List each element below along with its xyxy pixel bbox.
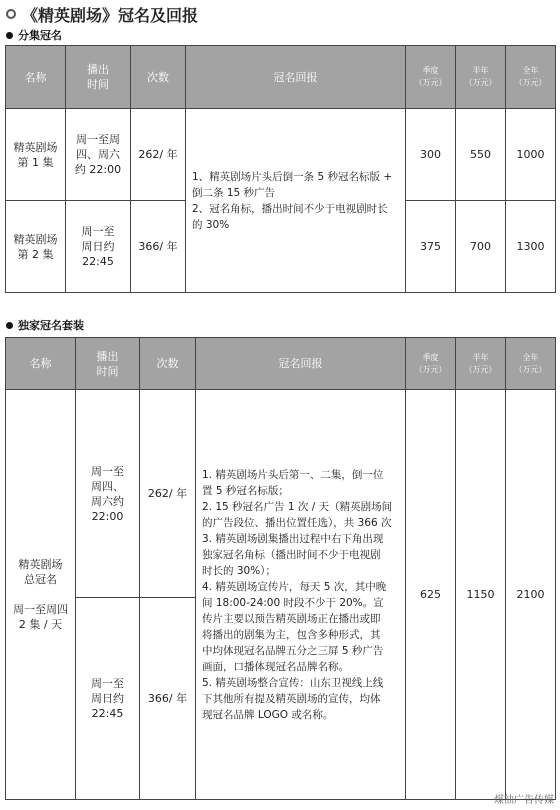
text-line: 名称 bbox=[24, 70, 47, 84]
text-line: 总冠名 bbox=[24, 573, 57, 586]
text-line: 倒二条 15 秒广告 bbox=[192, 186, 276, 199]
text-line: 冠名回报 bbox=[273, 70, 318, 84]
row-reward bbox=[186, 109, 406, 293]
row-time bbox=[76, 390, 140, 598]
text-line: 精英剧场 bbox=[13, 232, 58, 246]
text-line: 将播出的剧集为主，包含多种形式，其 bbox=[202, 628, 381, 641]
header-full-year bbox=[506, 338, 556, 390]
text-line: 播出 bbox=[87, 63, 109, 76]
text-line: 时长的 30%）； bbox=[202, 564, 276, 577]
text-line: （万元） bbox=[414, 78, 447, 87]
text-line: 第 2 集 bbox=[17, 247, 54, 261]
row-time bbox=[76, 598, 140, 800]
package-reward bbox=[196, 390, 406, 800]
text-line: 现冠名品牌 LOGO 或名称。 bbox=[202, 708, 334, 721]
text-line: 下其他所有提及精英剧场的宣传，均体 bbox=[202, 692, 381, 705]
header-half-year bbox=[456, 338, 506, 390]
text-line: 精英剧场 bbox=[13, 140, 58, 154]
page-title bbox=[6, 2, 198, 26]
header-half-year bbox=[456, 46, 506, 109]
text-line: 的广告段位、播出位置任选），共 366 次 bbox=[202, 516, 392, 529]
text-line: 次数 bbox=[147, 70, 169, 84]
text-line: 2 集 / 天 bbox=[18, 618, 63, 631]
row-count: 366/ 年 bbox=[140, 598, 196, 800]
header-time bbox=[76, 338, 140, 390]
header-name bbox=[6, 338, 76, 390]
row-name bbox=[6, 109, 66, 201]
text-line: 独家冠名角标（播出时间不少于电视剧 bbox=[202, 548, 381, 561]
page-title-text: 《精英剧场》冠名及回报 bbox=[22, 5, 199, 25]
text-line: 周六约 bbox=[91, 494, 124, 508]
header-time bbox=[66, 46, 131, 109]
table-header-row bbox=[6, 338, 556, 390]
header-reward bbox=[196, 338, 406, 390]
header-season bbox=[406, 338, 456, 390]
table-row bbox=[6, 390, 556, 598]
text-line: 周一至周 bbox=[76, 133, 120, 146]
text-line: （万元） bbox=[464, 364, 497, 374]
text-line: 3. 精英剧场剧集播出过程中右下角出现 bbox=[202, 532, 384, 545]
text-line: 名称 bbox=[29, 357, 52, 370]
text-line: 1. 精英剧场片头后第一、二集，倒一位 bbox=[202, 468, 384, 481]
text-line: 周一至 bbox=[91, 677, 124, 690]
text-line: 全年 bbox=[522, 352, 539, 362]
package-name bbox=[6, 390, 76, 800]
section1-heading-text: 分集冠名 bbox=[18, 29, 62, 42]
text-line: 2. 15 秒冠名广告 1 次 / 天（精英剧场间 bbox=[202, 500, 393, 513]
text-line: 四、周六 bbox=[76, 148, 120, 161]
section2-table bbox=[5, 337, 556, 800]
text-line: （万元） bbox=[514, 364, 547, 374]
text-line: 22:45 bbox=[82, 255, 114, 268]
text-line: 5. 精英剧场整合宣传：山东卫视线上线 bbox=[202, 676, 384, 689]
text-line: 1、精英剧场片头后倒一条 5 秒冠名标版 + bbox=[192, 170, 393, 183]
row-name bbox=[6, 201, 66, 293]
row-full-year-price: 1300 bbox=[506, 201, 556, 293]
circle-bullet-icon bbox=[6, 9, 16, 19]
watermark: 煤油广告传媒 bbox=[494, 795, 554, 806]
text-line: 季度 bbox=[422, 66, 439, 75]
text-line: 周四、 bbox=[91, 479, 124, 493]
text-line: 半年 bbox=[472, 66, 489, 75]
text-line: 中均体现冠名品牌五分之三屏 5 秒广告 bbox=[202, 644, 384, 657]
section2-heading bbox=[6, 317, 84, 333]
bullet-dot-icon bbox=[6, 322, 13, 329]
row-full-year-price: 1000 bbox=[506, 109, 556, 201]
header-season bbox=[406, 46, 456, 109]
header-name bbox=[6, 46, 66, 109]
text-line: 的 30% bbox=[192, 218, 230, 231]
row-count: 262/ 年 bbox=[140, 390, 196, 598]
package-half-year-price: 1150 bbox=[456, 390, 506, 800]
row-count: 366/ 年 bbox=[131, 201, 186, 293]
text-line: 画面，口播体现冠名品牌名称。 bbox=[202, 660, 349, 673]
text-line: 播出 bbox=[96, 349, 119, 363]
text-line: 22:45 bbox=[91, 707, 124, 720]
package-full-year-price: 2100 bbox=[506, 390, 556, 800]
package-season-price: 625 bbox=[406, 390, 456, 800]
text-line: 冠名回报 bbox=[278, 357, 323, 370]
text-line: （万元） bbox=[464, 78, 497, 87]
text-line: 2、冠名角标，播出时间不少于电视剧时长 bbox=[192, 202, 388, 215]
text-line: 季度 bbox=[422, 352, 439, 362]
text-line: 周一至周四 bbox=[13, 603, 68, 616]
text-line: 半年 bbox=[472, 352, 489, 362]
text-line: 4. 精英剧场宣传片，每天 5 次，其中晚 bbox=[202, 580, 387, 593]
table-row bbox=[6, 109, 556, 201]
text-line: 约 22:00 bbox=[74, 163, 122, 176]
section1-table bbox=[5, 45, 556, 293]
text-line: 次数 bbox=[156, 357, 179, 370]
text-line: 周一至 bbox=[81, 225, 115, 238]
row-count: 262/ 年 bbox=[131, 109, 186, 201]
text-line: 时间 bbox=[96, 364, 119, 378]
text-line: （万元） bbox=[414, 364, 447, 374]
text-line: 精英剧场 bbox=[18, 558, 63, 571]
section1-heading bbox=[6, 27, 62, 43]
table-header-row bbox=[6, 46, 556, 109]
text-line: 时间 bbox=[87, 78, 109, 91]
text-line: 周日约 bbox=[81, 240, 115, 253]
row-season-price: 375 bbox=[406, 201, 456, 293]
header-count bbox=[131, 46, 186, 109]
row-time bbox=[66, 109, 131, 201]
row-time bbox=[66, 201, 131, 293]
header-reward bbox=[186, 46, 406, 109]
row-half-year-price: 550 bbox=[456, 109, 506, 201]
header-full-year bbox=[506, 46, 556, 109]
text-line: 置 5 秒冠名标版； bbox=[202, 484, 289, 497]
text-line: 全年 bbox=[522, 66, 539, 75]
text-line: 周日约 bbox=[91, 692, 124, 705]
section2-heading-text: 独家冠名套装 bbox=[18, 319, 84, 332]
row-season-price: 300 bbox=[406, 109, 456, 201]
row-half-year-price: 700 bbox=[456, 201, 506, 293]
text-line: 间 18:00-24:00 时段不少于 20%。宣 bbox=[202, 596, 384, 609]
text-line: 传片主要以预告精英剧场正在播出或即 bbox=[202, 612, 381, 625]
bullet-dot-icon bbox=[6, 32, 13, 39]
text-line bbox=[6, 587, 75, 602]
text-line: （万元） bbox=[514, 78, 547, 87]
text-line: 22:00 bbox=[91, 509, 124, 523]
header-count bbox=[140, 338, 196, 390]
text-line: 周一至 bbox=[91, 464, 124, 478]
text-line: 第 1 集 bbox=[17, 155, 54, 169]
